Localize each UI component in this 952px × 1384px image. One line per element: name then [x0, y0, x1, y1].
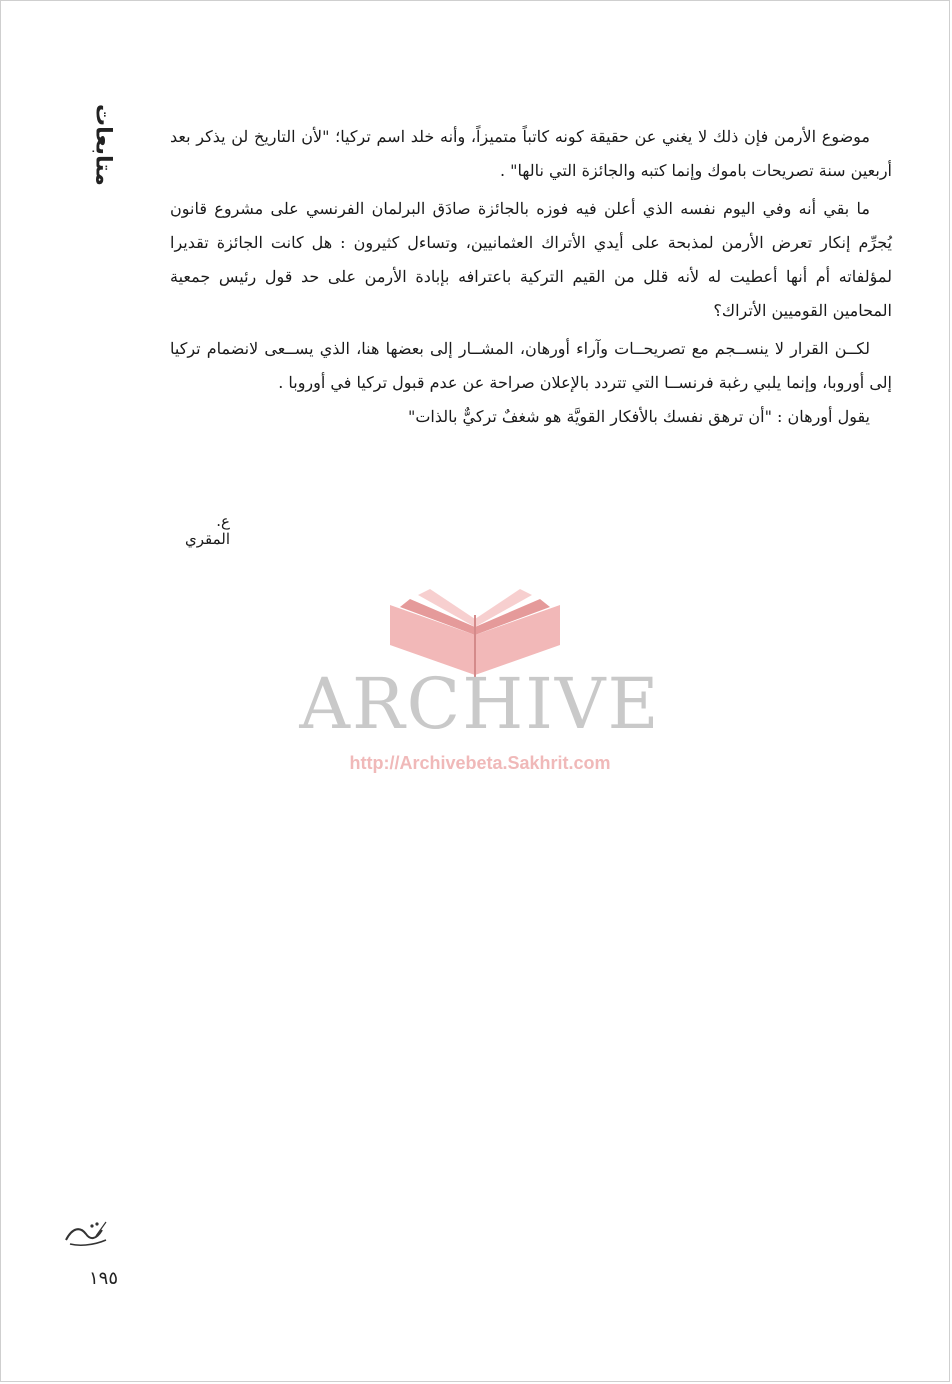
section-title: متابعات — [90, 104, 116, 186]
author-signature: ع. المقري — [184, 512, 230, 548]
watermark-url: http://Archivebeta.Sakhrit.com — [349, 753, 611, 773]
paragraph-3: لكــن القرار لا ينســجم مع تصريحــات وآراء أورهان، المشــار إلى بعضها هنا، الذي يســعى لانضمام تركيا إلى أوروبا، وإنما يلبي رغبة فرنســا التي تتردد بالإعلان صراحة عن عدم قبول تركيا في أوروبا . — [170, 339, 892, 392]
archive-watermark — [290, 585, 670, 785]
article-body — [170, 120, 892, 434]
watermark-title: ARCHIVE — [299, 663, 661, 745]
quote-line: يقول أورهان : "أن ترهق نفسك بالأفكار القويَّة هو شغفٌ تركيٌّ بالذات" — [408, 407, 870, 426]
paragraph-1: موضوع الأرمن فإن ذلك لا يغني عن حقيقة كونه كاتباً متميزاً، وأنه خلد اسم تركيا؛ "لأن التاريخ لن يذكر بعد أربعين سنة تصريحات باموك وإنما كتبه والجائزة التي نالها" . — [170, 127, 892, 180]
page-number: ١٩٥ — [88, 1268, 118, 1289]
magazine-logo — [62, 1218, 112, 1250]
paragraph-2: ما بقي أنه وفي اليوم نفسه الذي أعلن فيه فوزه بالجائزة صادَق البرلمان الفرنسي على مشروع قانون يُجرِّم إنكار تعرض الأرمن لمذبحة على أيدي الأتراك العثمانيين، وتساءل كثيرون : هل كانت الجائزة تقديرا لمؤلفاته أم أنها أعطيت له لأنه قلل من القيم التركية باعترافه بإبادة الأرمن على حد قول رئيس جمعية المحامين القوميين الأتراك؟ — [170, 199, 892, 320]
